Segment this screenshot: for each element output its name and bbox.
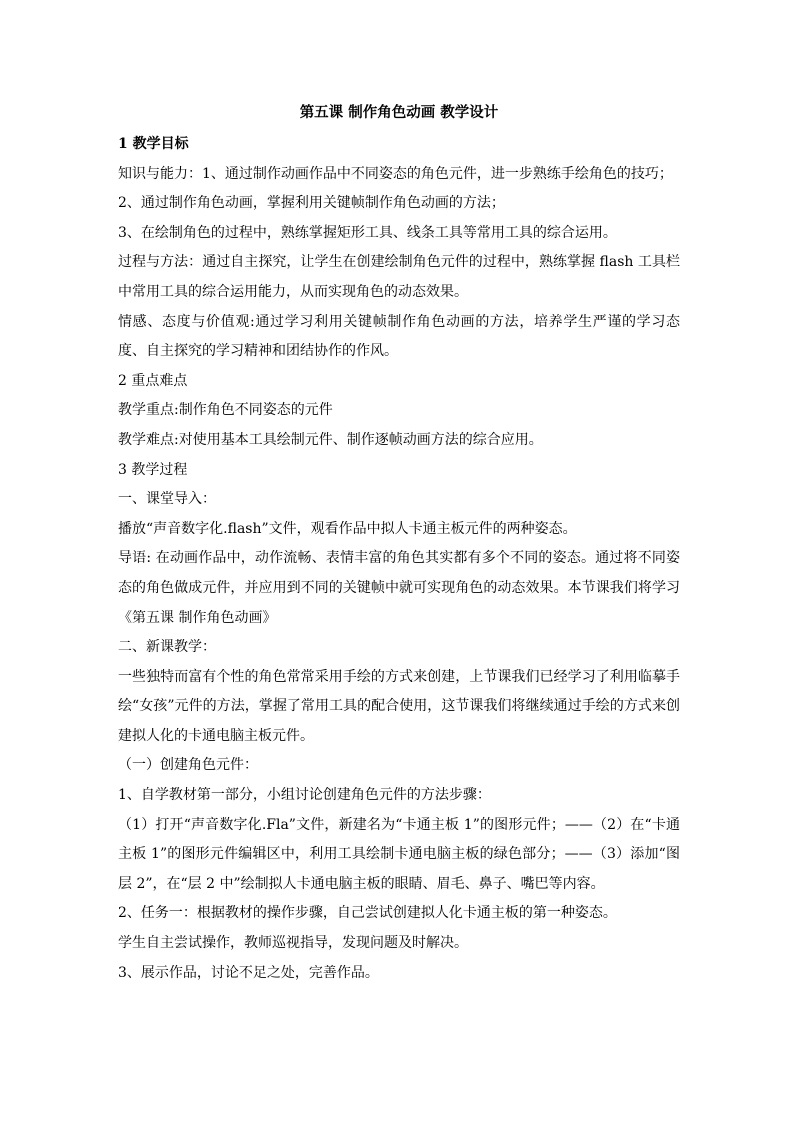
- paragraph-student-practice: 学生自主尝试操作，教师巡视指导，发现问题及时解决。: [118, 935, 468, 952]
- paragraph-difficulty: 教学难点:对使用基本工具绘制元件、制作逐帧动画方法的综合应用。: [118, 431, 543, 448]
- paragraph-goal-3: 3、在绘制角色的过程中，熟练掌握矩形工具、线条工具等常用工具的综合运用。: [118, 224, 617, 241]
- heading-teaching-goals: 1 教学目标: [118, 136, 189, 152]
- paragraph-new-lesson-intro: 一些独特而富有个性的角色常常采用手绘的方式来创建，上节课我们已经学习了利用临摹手绘“女孩”元件的方法，掌握了常用工具的配合使用，这节课我们将继续通过手绘的方式来创建拟人化的卡通电脑主板元件。: [118, 668, 680, 744]
- paragraph-task-one: 2、任务一：根据教材的操作步骤，自己尝试创建拟人化卡通主板的第一种姿态。: [118, 905, 617, 922]
- paragraph-show-works: 3、展示作品，讨论不足之处，完善作品。: [118, 964, 379, 981]
- heading-teaching-process: 3 教学过程: [118, 461, 188, 478]
- paragraph-process-method: 过程与方法：通过自主探究，让学生在创建绘制角色元件的过程中，熟练掌握 flash 工具栏中常用工具的综合运用能力，从而实现角色的动态效果。: [118, 254, 680, 300]
- heading-new-lesson: 二、新课教学：: [118, 639, 216, 656]
- paragraph-self-study: 1、自学教材第一部分，小组讨论创建角色元件的方法步骤：: [118, 787, 491, 804]
- paragraph-knowledge-ability: 知识与能力：1、通过制作动画作品中不同姿态的角色元件，进一步熟练手绘角色的技巧；: [118, 165, 673, 182]
- paragraph-emotion-values: 情感、态度与价值观:通过学习利用关键帧制作角色动画的方法，培养学生严谨的学习态度、自主探究的学习精神和团结协作的作风。: [118, 313, 680, 360]
- paragraph-key-point: 教学重点:制作角色不同姿态的元件: [118, 402, 333, 419]
- heading-class-intro: 一、课堂导入：: [118, 491, 216, 508]
- heading-key-difficulties: 2 重点难点: [118, 372, 188, 389]
- document-page: [118, 100, 680, 988]
- paragraph-goal-2: 2、通过制作角色动画，掌握利用关键帧制作角色动画的方法；: [118, 195, 505, 212]
- paragraph-steps: （1）打开“声音数字化.Fla”文件，新建名为“卡通主板 1”的图形元件；——（2）在“卡通主板 1”的图形元件编辑区中，利用工具绘制卡通电脑主板的绿色部分；——（3）添加“图层 2”，在“层 2 中”绘制拟人卡通电脑主板的眼睛、眉毛、鼻子、嘴巴等内容。: [118, 816, 680, 892]
- paragraph-play-file: 播放“声音数字化.flash”文件，观看作品中拟人卡通主板元件的两种姿态。: [118, 520, 577, 537]
- document-title: 第五课 制作角色动画 教学设计: [299, 104, 499, 121]
- paragraph-guide-words: 导语: 在动画作品中，动作流畅、表情丰富的角色其实都有多个不同的姿态。通过将不同姿态的角色做成元件，并应用到不同的关键帧中就可实现角色的动态效果。本节课我们将学习《第五课 制作角色动画》: [118, 550, 680, 626]
- heading-create-symbol: （一）创建角色元件：: [118, 757, 258, 774]
